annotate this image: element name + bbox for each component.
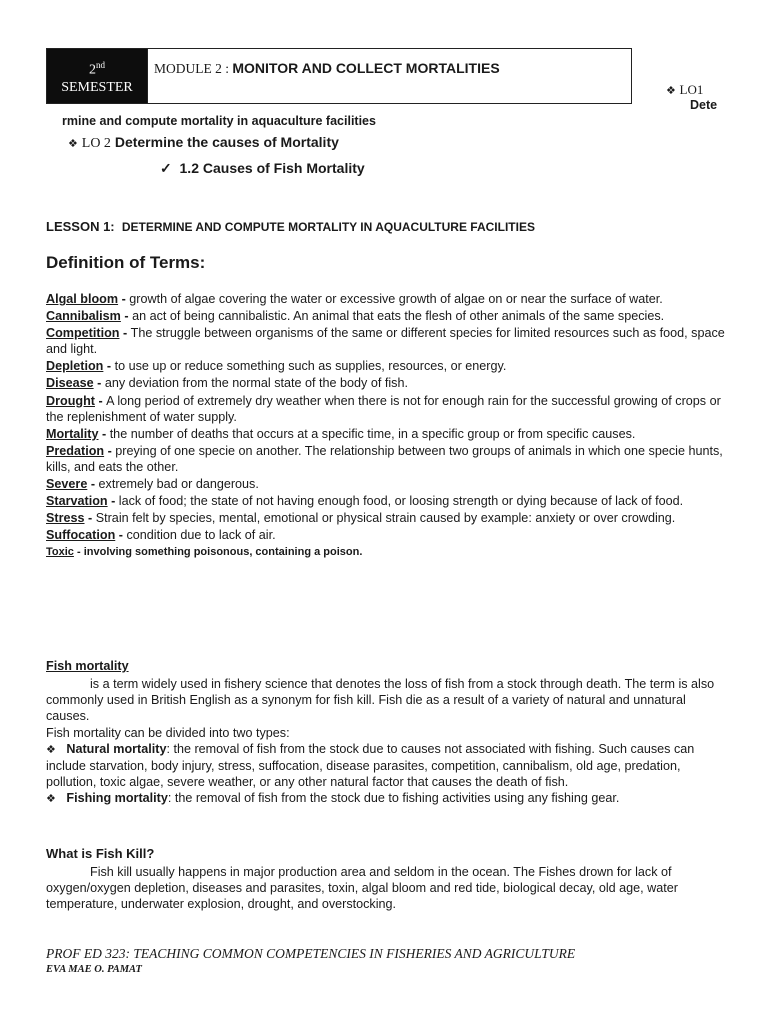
term-entry: Stress - Strain felt by species, mental, emotional or physical strain caused by example: anxiety or over crowding. bbox=[46, 511, 676, 526]
term-entry: Toxic - involving something poisonous, containing a poison. bbox=[46, 546, 363, 559]
module-header bbox=[46, 48, 632, 104]
term-entry: Disease - any deviation from the normal state of the body of fish. bbox=[46, 376, 408, 391]
topic-text: 1.2 Causes of Fish Mortality bbox=[179, 160, 365, 176]
checkmark-icon: ✓ bbox=[160, 160, 172, 176]
term-entry: Cannibalism - an act of being cannibalistic. An animal that eats the flesh of other animals of the same species. bbox=[46, 309, 665, 324]
term-entry: Drought - A long period of extremely dry weather when there is not for enough rain for the successful growing of crops or the replenishment of water supply. bbox=[46, 393, 721, 424]
term-definition: growth of algae covering the water or excessive growth of algae on or near the surface of water. bbox=[129, 292, 663, 306]
term-name: Toxic bbox=[46, 546, 74, 559]
term-entry: Starvation - lack of food; the state of not having enough food, or loosing strength or dying because of lack of food. bbox=[46, 494, 684, 509]
term-definition: Strain felt by species, mental, emotional or physical strain caused by example: anxiety or over crowding. bbox=[95, 511, 676, 526]
term-entry: Mortality - the number of deaths that occurs at a specific time, in a specific group or from specific causes. bbox=[46, 426, 636, 441]
term-definition: to use up or reduce something such as supplies, resources, or energy. bbox=[114, 359, 507, 374]
term-name: Predation bbox=[46, 443, 105, 458]
term-name: Algal bloom bbox=[46, 292, 119, 306]
footer-course: PROF ED 323: TEACHING COMMON COMPETENCIES IN FISHERIES AND AGRICULTURE bbox=[46, 946, 576, 961]
semester-label: SEMESTER bbox=[61, 79, 133, 95]
fish-mortality-heading: Fish mortality bbox=[46, 659, 129, 673]
term-name: Depletion bbox=[46, 359, 104, 374]
term-definition: The struggle between organisms of the same or different species for limited resources such as food, space and light. bbox=[46, 326, 725, 357]
fish-mortality-body bbox=[46, 676, 726, 808]
term-entry: Predation - preying of one specie on another. The relationship between two groups of animals in which one specie hunts, kills, and eats the other. bbox=[46, 443, 723, 474]
module-title: MONITOR AND COLLECT MORTALITIES bbox=[232, 60, 500, 76]
natural-mortality-text: : the removal of fish from the stock due to causes not associated with fishing. Such causes can include starvation, body injury, stress, suffocation, disease parasites, competition, cannibalism, old age, predation, pollution, toxic algae, severe weather, or any other natural factor that causes the death of fish. bbox=[46, 741, 695, 790]
fish-kill-heading: What is Fish Kill? bbox=[46, 846, 155, 861]
fishing-mortality-text: : the removal of fish from the stock due to fishing activities using any fishing gear. bbox=[167, 791, 620, 806]
lo1-fragment: Dete bbox=[690, 98, 718, 112]
terms-list bbox=[46, 291, 726, 562]
term-definition: preying of one specie on another. The relationship between two groups of animals in which one specie hunts, kills, and eats the other. bbox=[46, 443, 723, 474]
term-entry: Algal bloom - growth of algae covering the water or excessive growth of algae on or near the surface of water. bbox=[46, 292, 663, 306]
footer-author: EVA MAE O. PAMAT bbox=[46, 964, 142, 975]
semester-cell bbox=[47, 49, 147, 103]
term-definition: condition due to lack of air. bbox=[126, 528, 276, 543]
term-definition: the number of deaths that occurs at a specific time, in a specific group or from specific causes. bbox=[109, 426, 636, 441]
fish-mortality-types-intro: Fish mortality can be divided into two types: bbox=[46, 725, 290, 740]
lo2-label: LO 2 bbox=[81, 136, 111, 151]
diamond-bullet-icon: ❖ bbox=[46, 792, 56, 806]
lo2-line bbox=[68, 134, 339, 152]
semester-number: 2 bbox=[89, 62, 96, 78]
term-entry: Severe - extremely bad or dangerous. bbox=[46, 477, 259, 492]
term-definition: an act of being cannibalistic. An animal that eats the flesh of other animals of the same species. bbox=[132, 309, 665, 324]
semester-ordinal: nd bbox=[96, 60, 105, 70]
fishing-mortality-label: Fishing mortality bbox=[66, 791, 168, 806]
natural-mortality-item bbox=[46, 741, 726, 791]
natural-mortality-label: Natural mortality bbox=[66, 741, 167, 756]
term-name: Drought bbox=[46, 393, 95, 408]
diamond-bullet-icon: ❖ bbox=[46, 742, 56, 756]
term-name: Mortality bbox=[46, 426, 99, 441]
lesson-heading bbox=[46, 219, 535, 234]
lo1-label: LO1 bbox=[679, 82, 704, 97]
module-cell bbox=[147, 49, 631, 103]
term-entry: Depletion - to use up or reduce something such as supplies, resources, or energy. bbox=[46, 359, 507, 374]
term-name: Starvation bbox=[46, 494, 108, 509]
term-name: Cannibalism bbox=[46, 309, 121, 324]
term-entry: Suffocation - condition due to lack of air. bbox=[46, 528, 276, 543]
term-name: Disease bbox=[46, 376, 94, 391]
module-prefix: MODULE 2 : bbox=[154, 61, 233, 76]
lesson-label: LESSON 1: bbox=[46, 219, 115, 234]
term-definition: extremely bad or dangerous. bbox=[98, 477, 259, 492]
term-name: Suffocation bbox=[46, 528, 116, 543]
term-definition: A long period of extremely dry weather when there is not for enough rain for the successful growing of crops or the replenishment of water supply. bbox=[46, 393, 721, 424]
lesson-title: DETERMINE AND COMPUTE MORTALITY IN AQUACULTURE FACILITIES bbox=[121, 220, 535, 234]
topic-line bbox=[160, 160, 365, 177]
fish-kill-body bbox=[46, 864, 726, 913]
term-name: Competition bbox=[46, 326, 120, 341]
term-definition: any deviation from the normal state of the body of fish. bbox=[104, 376, 408, 391]
lo1-line bbox=[666, 82, 703, 99]
diamond-bullet-icon: ❖ bbox=[666, 84, 676, 97]
term-entry: Competition - The struggle between organisms of the same or different species for limited resources such as food, space and light. bbox=[46, 326, 725, 357]
term-name: Severe bbox=[46, 477, 88, 492]
fishing-mortality-item bbox=[46, 790, 726, 807]
diamond-bullet-icon: ❖ bbox=[68, 137, 78, 150]
term-name: Stress bbox=[46, 511, 85, 526]
fish-mortality-definition: is a term widely used in fishery science that denotes the loss of fish from a stock through death. The term is also commonly used in British English as a synonym for fish kill. Fish die as a result of a variety of natural and unnatural causes. bbox=[46, 677, 715, 724]
term-definition: involving something poisonous, containing a poison. bbox=[83, 546, 363, 559]
lo2-text: Determine the causes of Mortality bbox=[114, 134, 339, 150]
fish-kill-text: Fish kill usually happens in major production area and seldom in the ocean. The Fishes drown for lack of oxygen/oxygen depletion, diseases and parasites, toxin, algal bloom and red tide, biological decay, old age, water temperature, underwater explosion, drought, and overstocking. bbox=[46, 865, 678, 912]
definitions-heading: Definition of Terms: bbox=[46, 253, 206, 272]
term-definition: lack of food; the state of not having enough food, or loosing strength or dying because of lack of food. bbox=[118, 494, 684, 509]
lo1-continuation: rmine and compute mortality in aquaculture facilities bbox=[62, 114, 376, 128]
